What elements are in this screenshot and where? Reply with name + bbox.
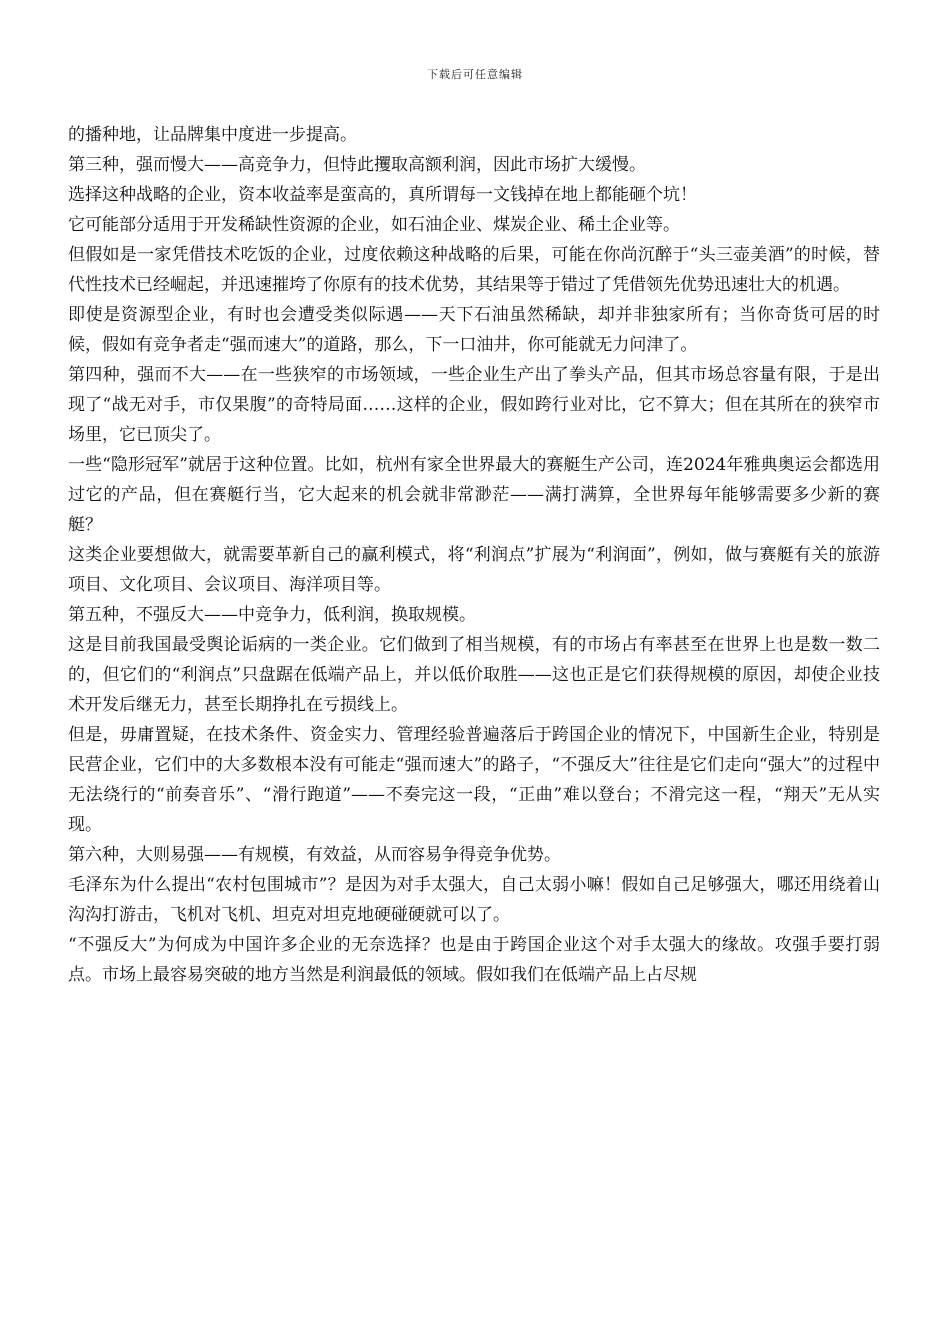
paragraph-1: 的播种地，让品牌集中度进一步提高。 <box>68 125 357 145</box>
paragraph-14: 毛泽东为什么提出“农村包围城市”？是因为对手太强大，自己太弱小嘛！假如自己足够强大，哪还用绕着山沟沟打游击，飞机对飞机、坦克对坦克地硬碰硬就可以了。 <box>68 875 880 925</box>
paragraph-7: 第四种，强而不大——在一些狭窄的市场领域，一些企业生产出了拳头产品，但其市场总容量有限，于是出现了“战无对手，市仅果腹”的奇特局面……这样的企业，假如跨行业对比，它不算大；但在其所在的狭窄市场里，它已顶尖了。 <box>68 365 880 445</box>
paragraph-11: 这是目前我国最受舆论诟病的一类企业。它们做到了相当规模，有的市场占有率甚至在世界上也是数一数二的，但它们的“利润点”只盘踞在低端产品上，并以低价取胜——这也正是它们获得规模的原因，却使企业技术开发后继无力，甚至长期挣扎在亏损线上。 <box>68 635 880 715</box>
paragraph-8: 一些“隐形冠军”就居于这种位置。比如，杭州有家全世界最大的赛艇生产公司，连2024年雅典奥运会都选用过它的产品，但在赛艇行当，它大起来的机会就非常渺茫——满打满算，全世界每年能够需要多少新的赛艇？ <box>68 455 880 535</box>
page-header-note: 下载后可任意编辑 <box>427 68 523 81</box>
paragraph-9: 这类企业要想做大，就需要革新自己的赢利模式，将“利润点”扩展为“利润面”，例如，做与赛艇有关的旅游项目、文化项目、会议项目、海洋项目等。 <box>68 545 880 595</box>
paragraph-2: 第三种，强而慢大——高竞争力，但恃此攫取高额利润，因此市场扩大缓慢。 <box>68 155 646 175</box>
paragraph-12: 但是，毋庸置疑，在技术条件、资金实力、管理经验普遍落后于跨国企业的情况下，中国新生企业，特别是民营企业，它们中的大多数根本没有可能走“强而速大”的路子，“不强反大”往往是它们走向“强大”的过程中无法绕行的“前奏音乐”、“滑行跑道”——不奏完这一段，“正曲”难以登台；不滑完这一程，“翔天”无从实现。 <box>68 725 880 835</box>
paragraph-6: 即使是资源型企业，有时也会遭受类似际遇——天下石油虽然稀缺，却并非独家所有；当你奇货可居的时候，假如有竞争者走“强而速大”的道路，那么，下一口油井，你可能就无力问津了。 <box>68 305 880 355</box>
paragraph-13: 第六种，大则易强——有规模，有效益，从而容易争得竞争优势。 <box>68 845 561 865</box>
paragraph-5: 但假如是一家凭借技术吃饭的企业，过度依赖这种战略的后果，可能在你尚沉醉于“头三壶美酒”的时候，替代性技术已经崛起，并迅速摧垮了你原有的技术优势，其结果等于错过了凭借领先优势迅速壮大的机遇。 <box>68 245 880 295</box>
paragraph-15: “不强反大”为何成为中国许多企业的无奈选择？也是由于跨国企业这个对手太强大的缘故。攻强手要打弱点。市场上最容易突破的地方当然是利润最低的领域。假如我们在低端产品上占尽规 <box>68 935 880 985</box>
document-body <box>68 120 880 990</box>
paragraph-4: 它可能部分适用于开发稀缺性资源的企业，如石油企业、煤炭企业、稀土企业等。 <box>68 215 680 235</box>
paragraph-10: 第五种，不强反大——中竞争力，低利润，换取规模。 <box>68 605 476 625</box>
paragraph-3: 选择这种战略的企业，资本收益率是蛮高的，真所谓每一文钱掉在地上都能砸个坑！ <box>68 185 697 205</box>
